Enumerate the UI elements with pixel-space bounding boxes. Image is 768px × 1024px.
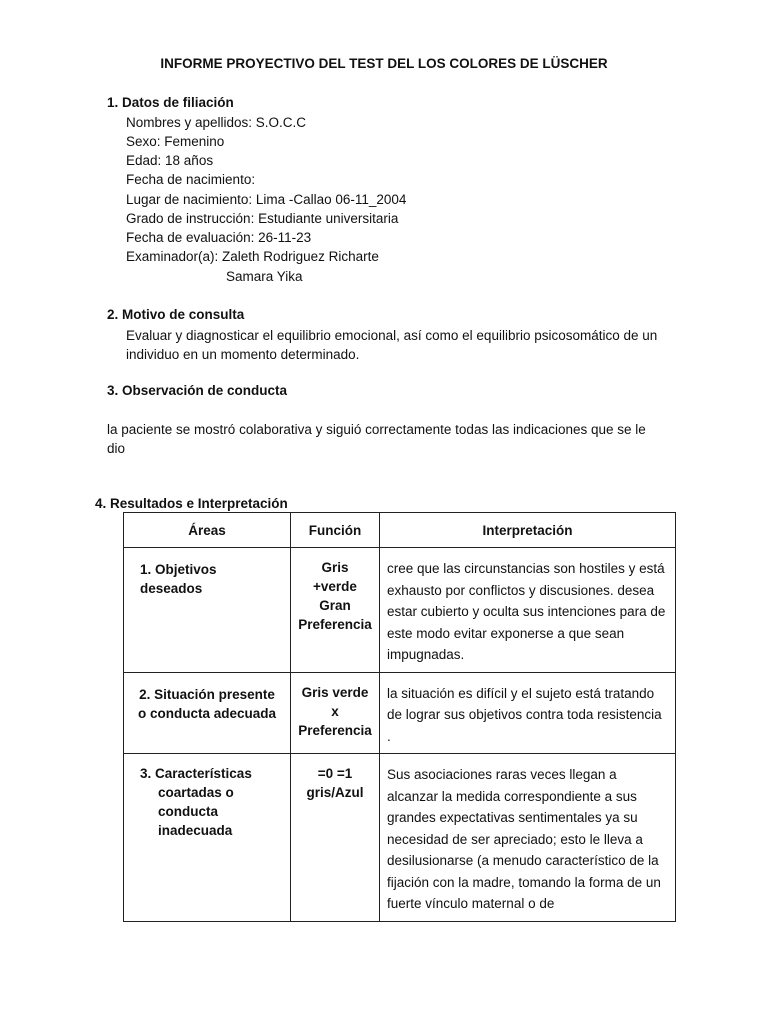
area-label: 1. Objetivos deseados bbox=[140, 562, 217, 596]
section3-heading: 3. Observación de conducta bbox=[107, 383, 288, 398]
section1-heading: 1. Datos de filiación bbox=[107, 95, 234, 110]
field-edad: Edad: 18 años bbox=[126, 153, 214, 168]
field-examinador: Examinador(a): Zaleth Rodriguez Richarte bbox=[126, 249, 379, 264]
field-lugar-nacimiento: Lugar de nacimiento: Lima -Callao 06-11_2004 bbox=[126, 192, 407, 207]
column-header-funcion: Función bbox=[291, 513, 380, 548]
funcion-cell bbox=[291, 754, 380, 922]
funcion-value: =0 =1 gris/Azul bbox=[306, 766, 364, 800]
area-label-continued: coartadas o conducta inadecuada bbox=[158, 785, 234, 838]
table-row bbox=[124, 548, 676, 673]
funcion-value: Gris +verde Gran Preferencia bbox=[298, 560, 372, 632]
results-table bbox=[123, 512, 676, 922]
area-cell bbox=[124, 672, 291, 754]
table-header-row bbox=[124, 513, 676, 548]
area-label: 2. Situación presente o conducta adecuada bbox=[137, 686, 277, 721]
column-header-interpretacion: Interpretación bbox=[380, 513, 676, 548]
area-cell bbox=[124, 548, 291, 673]
funcion-value: Gris verde x Preferencia bbox=[298, 684, 372, 738]
interpretacion-cell: la situación es difícil y el sujeto está tratando de lograr sus objetivos contra toda resistencia . bbox=[380, 672, 676, 754]
field-sexo: Sexo: Femenino bbox=[126, 134, 225, 149]
interpretacion-cell: Sus asociaciones raras veces llegan a alcanzar la medida correspondiente a sus grandes expectativas sentimentales ya su necesidad de ser apreciado; esto le lleva a desilusionarse (a menudo característico de la fijación con la madre, tomando la forma de un fuerte vínculo maternal o de bbox=[380, 754, 676, 922]
section2-heading: 2. Motivo de consulta bbox=[107, 307, 245, 322]
section4-heading: 4. Resultados e Interpretación bbox=[95, 496, 288, 511]
field-grado-instruccion: Grado de instrucción: Estudiante universitaria bbox=[126, 211, 399, 226]
section3-text: la paciente se mostró colaborativa y siguió correctamente todas las indicaciones que se le dio bbox=[107, 422, 646, 456]
funcion-cell bbox=[291, 548, 380, 673]
field-nombres: Nombres y apellidos: S.O.C.C bbox=[126, 115, 307, 130]
table-row bbox=[124, 754, 676, 922]
area-cell bbox=[124, 754, 291, 922]
funcion-cell bbox=[291, 672, 380, 754]
table-row bbox=[124, 672, 676, 754]
section2-text: Evaluar y diagnosticar el equilibrio emocional, así como el equilibrio psicosomático de un individuo en un momento determinado. bbox=[126, 328, 658, 362]
column-header-areas: Áreas bbox=[124, 513, 291, 548]
field-examinador-2: Samara Yika bbox=[226, 269, 303, 284]
document-title: INFORME PROYECTIVO DEL TEST DEL LOS COLORES DE LÜSCHER bbox=[160, 56, 608, 71]
interpretacion-cell: cree que las circunstancias son hostiles y está exhausto por conflictos y discusiones. desea estar cubierto y oculta sus intenciones para de este modo evitar exponerse a que sean impugnadas. bbox=[380, 548, 676, 673]
field-fecha-nacimiento: Fecha de nacimiento: bbox=[126, 172, 256, 187]
field-fecha-evaluacion: Fecha de evaluación: 26-11-23 bbox=[126, 230, 312, 245]
area-label: 3. Características bbox=[140, 766, 252, 781]
